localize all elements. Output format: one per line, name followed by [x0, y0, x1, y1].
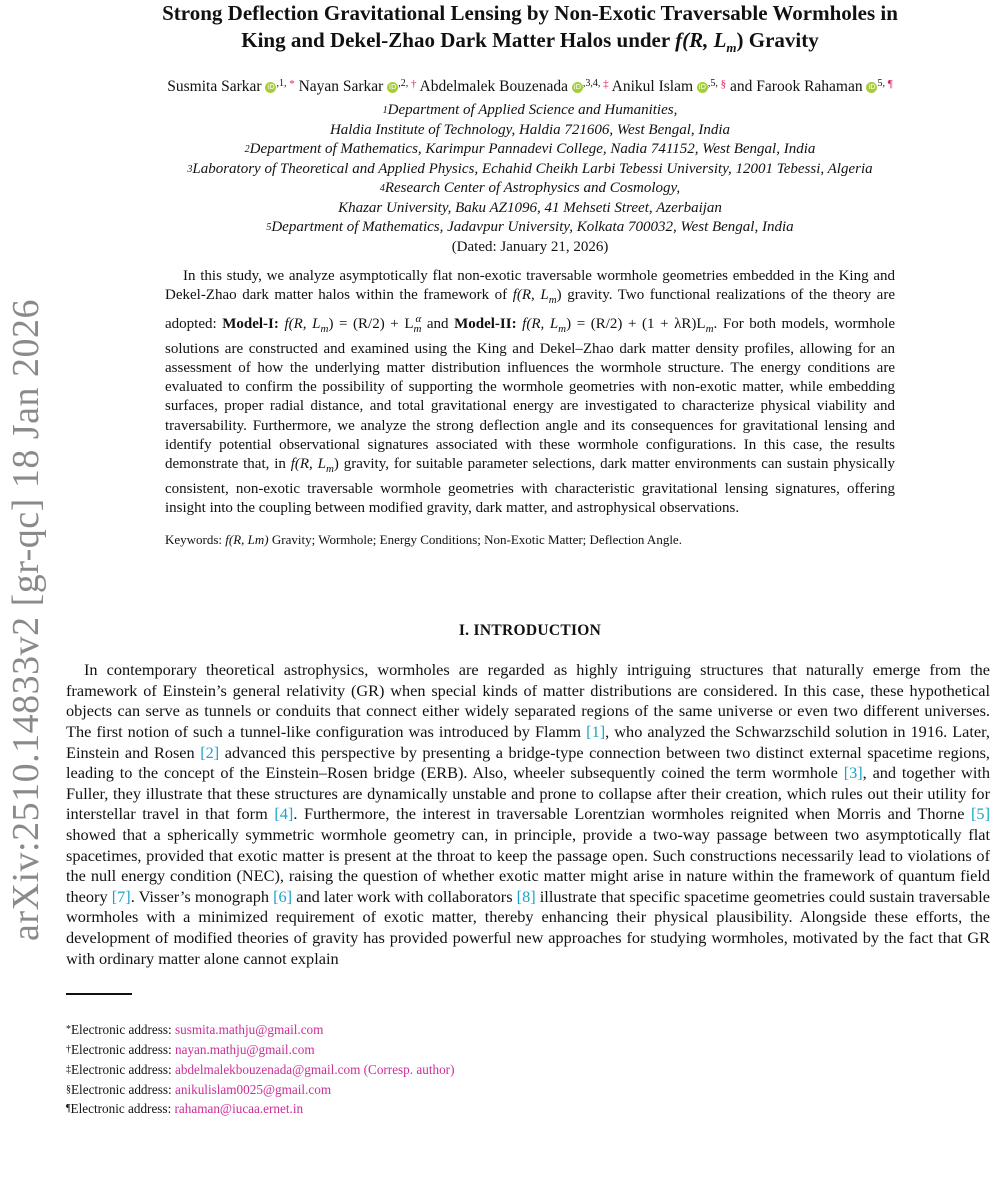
author-list: [66, 78, 994, 96]
footnote-rule: [66, 993, 132, 995]
affiliation-text: Research Center of Astrophysics and Cosmology,: [384, 180, 681, 197]
author-name: Anikul Islam: [611, 78, 697, 96]
affiliation-text: Laboratory of Theoretical and Applied Physics, Echahid Cheikh Larbi Tebessi University, 12001 Tebessi, Algeria: [192, 160, 873, 177]
email-link[interactable]: anikulislam0025@gmail.com: [175, 1081, 332, 1097]
footnote-mark: ‡: [66, 1063, 71, 1075]
citation-link[interactable]: [2]: [200, 742, 220, 762]
author-name: Abdelmalek Bouzenada: [419, 78, 572, 96]
affiliations: [66, 101, 994, 238]
footnote-mark: §: [66, 1083, 71, 1095]
footnote-mark: †: [66, 1043, 71, 1055]
footnote: [66, 1061, 994, 1079]
paper-page: [66, 0, 994, 1118]
citation-link[interactable]: [7]: [111, 886, 131, 906]
orcid-icon[interactable]: iD: [698, 83, 707, 92]
author-connector: and: [726, 78, 757, 96]
footnote: [66, 1100, 994, 1118]
affiliation-line: [66, 101, 994, 121]
affiliation-line: [66, 179, 994, 199]
footnote-mark[interactable]: §: [717, 78, 727, 91]
footnote-mark: ¶: [66, 1103, 71, 1115]
affiliation-number: 2: [244, 144, 250, 156]
affiliation-text: Department of Applied Science and Humanities,: [387, 102, 678, 119]
dated-line: (Dated: January 21, 2026): [451, 238, 609, 255]
affiliation-number: 5: [266, 222, 272, 234]
orcid-icon[interactable]: iD: [389, 83, 397, 92]
abstract: In this study, we analyze asymptotically flat non-exotic traversable wormhole geometries embedded in the King and Dekel-Zhao dark matter halos within the framework of f(R, $L_m$) gravity. Two functional realizations of the theory are adopted: Model-I: f(R, $L_m) = (R/2) + L_m^\alpha$ and Model-II: f(R, $L_m) = (R/2) + (1 + \lambda R)L_m$. For both models, wormhole solutions are constructed and examined using the King and Dekel–Zhao dark matter density profiles, allowing for an assessment of how the underlying matter distribution influences the wormhole structure. The energy conditions are evaluated to confirm the possibility of supporting the wormhole geometries with non-exotic matter, while embedding surfaces, proper radial distance, and total gravitational energy are investigated to characterize physical viability and traversability. Furthermore, we analyze the strong deflection angle and its consequences for gravitational lensing and identify potential observational signatures associated with these wormhole configurations. In this case, the results demonstrate that, in f(R, $L_m$) gravity, for suitable parameter selections, dark matter environments can sustain physically consistent, non-exotic traversable wormhole geometries with characteristic gravitational lensing signatures, offering insight into the coupling between modified gravity, dark matter, and astrophysical observations.: [165, 267, 896, 516]
paper-title: Strong Deflection Gravitational Lensing by Non-Exotic Traversable Wormholes in King and Dekel-Zhao Dark Matter Halos under f(R, $L_m$) Gravity: [162, 1, 898, 56]
footnote: [66, 1021, 994, 1039]
author-affiliation-numbers: ,5,: [707, 78, 718, 90]
author-affiliation-numbers: ,3,4,: [582, 78, 601, 90]
footnote-label: Electronic address:: [71, 1041, 175, 1057]
affiliation-number: 1: [382, 105, 388, 117]
footnote-mark: *: [66, 1024, 71, 1036]
affiliation-line: [66, 140, 994, 160]
footnotes: [66, 1021, 994, 1118]
orcid-icon[interactable]: iD: [267, 83, 275, 92]
footnote-label: Electronic address:: [70, 1101, 175, 1117]
arxiv-id: arXiv:2510.14833v2 [gr-qc] 18 Jan 2026: [5, 299, 47, 941]
author-name: Susmita Sarkar: [167, 78, 266, 96]
email-link[interactable]: nayan.mathju@gmail.com: [175, 1041, 315, 1057]
section-heading-introduction: I. INTRODUCTION: [458, 622, 602, 640]
affiliation-text: Department of Mathematics, Karimpur Pannadevi College, Nadia 741152, West Bengal, India: [249, 141, 816, 158]
footnote-mark[interactable]: †: [408, 78, 417, 91]
footnote: [66, 1041, 994, 1059]
affiliation-line: [66, 160, 994, 180]
introduction-paragraph: In contemporary theoretical astrophysics, wormholes are regarded as highly intriguing structures that naturally emerge from the framework of Einstein’s general relativity (GR) when special kinds of matter distributions are considered. In this case, these hypothetical objects can serve as tunnels or conduits that connect either widely separated regions of the same universe or even two different universes. The first notion of such a tunnel-like configuration was introduced by Flamm [1], who analyzed the Schwarzschild solution in 1916. Later, Einstein and Rosen [2] advanced this perspective by presenting a bridge-type connection between two distinct external spacetime regions, leading to the concept of the Einstein–Rosen bridge (ERB). Also, wheeler subsequently coined the term wormhole [3], and together with Fuller, they illustrate that these structures are dynamically unstable and prone to collapse after their creation, which rules out their utility for interstellar travel in that form [4]. Furthermore, the interest in traversable Lorentzian wormholes reignited when Morris and Thorne [5] showed that a spherically symmetric wormhole geometry can, in principle, provide a two-way passage between two asymptotically flat spacetimes, provided that exotic matter is present at the throat to keep the passage open. Such constructions necessarily lead to violations of the null energy condition (NEC), raising the question of whether exotic matter might arise in nature within the framework of quantum field theory [7]. Visser’s monograph [6] and later work with collaborators [8] illustrate that specific spacetime geometries could sustain traversable wormholes with a minimized requirement of exotic matter, thereby enhancing their physical plausibility. Alongside these efforts, the development of modified theories of gravity has provided powerful new approaches for studying wormholes, motivated by the fact that GR with ordinary matter alone cannot explain: [66, 660, 991, 968]
affiliation-text: Khazar University, Baku AZ1096, 41 Mehseti Street, Azerbaijan: [338, 199, 722, 216]
affiliation-text: Department of Mathematics, Jadavpur University, Kolkata 700032, West Bengal, India: [271, 219, 794, 236]
footnote: [66, 1081, 994, 1099]
affiliation-line: [66, 121, 994, 141]
citation-link[interactable]: [4]: [274, 804, 294, 824]
affiliation-number: 3: [187, 163, 193, 175]
orcid-icon[interactable]: iD: [573, 83, 582, 92]
citation-link[interactable]: [5]: [971, 804, 990, 824]
author-affiliation-numbers: ,2,: [398, 78, 409, 90]
keywords: Keywords: f(R, Lm) Gravity; Wormhole; Energy Conditions; Non-Exotic Matter; Deflection Angle.: [165, 532, 682, 548]
email-link[interactable]: abdelmalekbouzenada@gmail.com (Corresp. author): [175, 1061, 455, 1077]
citation-link[interactable]: [6]: [273, 886, 293, 906]
citation-link[interactable]: [8]: [516, 886, 536, 906]
author-name: Nayan Sarkar: [298, 78, 388, 96]
email-link[interactable]: susmita.mathju@gmail.com: [175, 1022, 324, 1038]
orcid-icon[interactable]: iD: [868, 83, 876, 92]
citation-link[interactable]: [1]: [586, 722, 606, 742]
footnote-mark[interactable]: ¶: [884, 78, 893, 91]
affiliation-line: [66, 199, 994, 219]
arxiv-sidebar-stamp: [5, 0, 47, 1200]
author-affiliation-numbers: ,1,: [276, 78, 287, 90]
affiliation-number: 4: [379, 183, 385, 195]
author-affiliation-numbers: 5,: [877, 78, 885, 90]
affiliation-text: Haldia Institute of Technology, Haldia 721606, West Bengal, India: [329, 121, 731, 138]
footnote-label: Electronic address:: [71, 1022, 175, 1038]
citation-link[interactable]: [3]: [843, 763, 863, 783]
footnote-mark[interactable]: ‡: [600, 78, 609, 91]
affiliation-line: [66, 218, 994, 238]
footnote-label: Electronic address:: [71, 1081, 175, 1097]
email-link[interactable]: rahaman@iucaa.ernet.in: [174, 1101, 304, 1117]
author-name: Farook Rahaman: [756, 78, 867, 96]
footnote-mark[interactable]: *: [286, 78, 295, 91]
footnote-label: Electronic address:: [71, 1061, 175, 1077]
